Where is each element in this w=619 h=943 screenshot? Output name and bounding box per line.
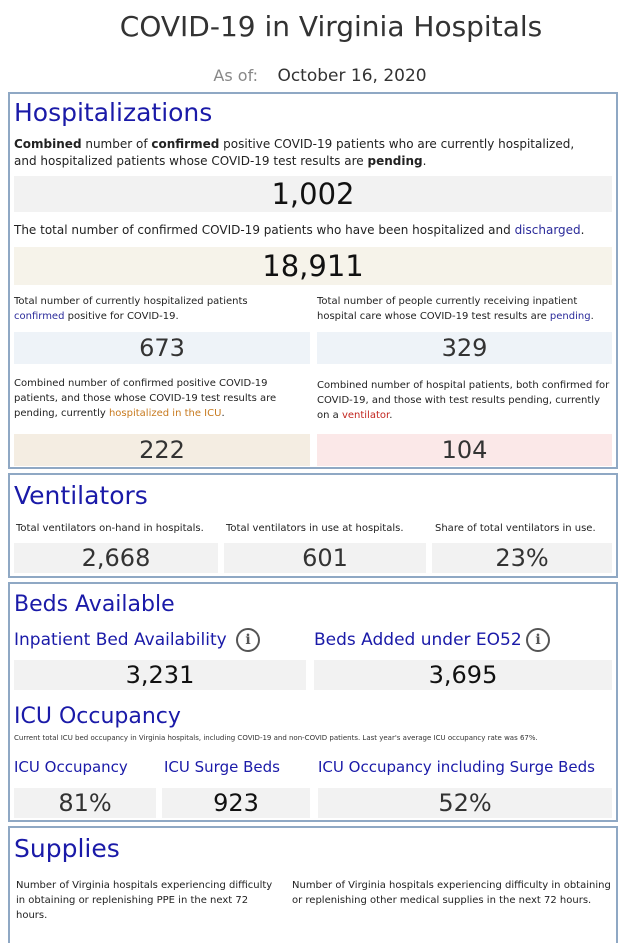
ventilators-title: Ventilators bbox=[14, 481, 148, 510]
supplies-title: Supplies bbox=[14, 834, 120, 863]
other-supplies-description: Number of Virginia hospitals experiencing difficulty in obtaining or replenishing other medical supplies in the next 72 hours. bbox=[292, 880, 611, 906]
discharged-value: 18,911 bbox=[262, 249, 364, 283]
discharged-value-box bbox=[14, 247, 612, 285]
inpatient-value-box bbox=[14, 660, 306, 690]
icu-including-surge-box bbox=[318, 788, 612, 818]
as-of-label: As of: bbox=[213, 66, 259, 85]
pending-value-box bbox=[317, 332, 612, 364]
icu-occupancy-value: 81% bbox=[58, 789, 112, 817]
added-info-icon[interactable]: i bbox=[526, 628, 550, 652]
page-title: COVID-19 in Virginia Hospitals bbox=[119, 10, 543, 43]
icu-including-surge-label: ICU Occupancy including Surge Beds bbox=[318, 758, 595, 776]
icu-description: Combined number of confirmed positive COVID-19 patients, and those whose COVID-19 test results are pending, currently hospitalized in the ICU. bbox=[14, 378, 277, 419]
ventilators-panel bbox=[8, 473, 618, 578]
vent-share-box bbox=[432, 543, 612, 573]
vent-inuse-value: 601 bbox=[302, 544, 348, 572]
ppe-description: Number of Virginia hospitals experiencing difficulty in obtaining or replenishing PPE in the next 72 hours. bbox=[16, 880, 273, 921]
supplies-panel bbox=[8, 826, 618, 943]
added-value-box bbox=[314, 660, 612, 690]
vent-share-label: Share of total ventilators in use. bbox=[435, 523, 596, 534]
ventilator-description: Combined number of hospital patients, both confirmed for COVID-19, and those with test results pending, currently on a ventilator. bbox=[317, 380, 610, 421]
icu-value-box bbox=[14, 434, 310, 466]
icu-note: Current total ICU bed occupancy in Virginia hospitals, including COVID-19 and non-COVID patients. Last year's average ICU occupancy rate was 67%. bbox=[14, 734, 538, 742]
confirmed-description: Total number of currently hospitalized patients confirmed positive for COVID-19. bbox=[14, 296, 248, 322]
discharged-description: The total number of confirmed COVID-19 patients who have been hospitalized and discharged. bbox=[14, 223, 585, 237]
icu-occupancy-title: ICU Occupancy bbox=[14, 704, 181, 729]
as-of-date: October 16, 2020 bbox=[277, 66, 427, 86]
vent-share-value: 23% bbox=[495, 544, 549, 572]
hospitalizations-panel bbox=[8, 92, 618, 469]
icu-surge-box bbox=[162, 788, 310, 818]
ventilator-value-box bbox=[317, 434, 612, 466]
icu-occupancy-box bbox=[14, 788, 156, 818]
beds-panel bbox=[8, 582, 618, 822]
inpatient-info-icon[interactable]: i bbox=[236, 628, 260, 652]
confirmed-value-box bbox=[14, 332, 310, 364]
icu-surge-value: 923 bbox=[213, 789, 259, 817]
pending-description: Total number of people currently receiving inpatient hospital care whose COVID-19 test results are pending. bbox=[317, 296, 594, 322]
confirmed-value: 673 bbox=[139, 334, 185, 362]
vent-inuse-label: Total ventilators in use at hospitals. bbox=[226, 523, 404, 534]
ventilator-value: 104 bbox=[441, 436, 488, 464]
combined-value: 1,002 bbox=[271, 177, 355, 211]
inpatient-value: 3,231 bbox=[125, 661, 195, 689]
beds-title: Beds Available bbox=[14, 592, 175, 617]
icu-including-surge-value: 52% bbox=[438, 789, 492, 817]
icu-value: 222 bbox=[139, 436, 185, 464]
vent-onhand-box bbox=[14, 543, 218, 573]
added-label: Beds Added under EO52 bbox=[314, 630, 522, 650]
pending-value: 329 bbox=[441, 334, 488, 362]
combined-description: Combined number of confirmed positive COVID-19 patients who are currently hospitalized, and hospitalized patients whose COVID-19 test results are pending. bbox=[14, 137, 575, 168]
inpatient-label: Inpatient Bed Availability bbox=[14, 630, 227, 650]
combined-value-box bbox=[14, 176, 612, 212]
vent-onhand-label: Total ventilators on-hand in hospitals. bbox=[16, 523, 204, 534]
hospitalizations-title: Hospitalizations bbox=[14, 98, 213, 127]
icu-occupancy-label: ICU Occupancy bbox=[14, 758, 128, 776]
added-value: 3,695 bbox=[428, 661, 498, 689]
as-of-line bbox=[0, 66, 619, 86]
icu-surge-label: ICU Surge Beds bbox=[164, 758, 280, 776]
vent-inuse-box bbox=[224, 543, 426, 573]
vent-onhand-value: 2,668 bbox=[81, 544, 151, 572]
